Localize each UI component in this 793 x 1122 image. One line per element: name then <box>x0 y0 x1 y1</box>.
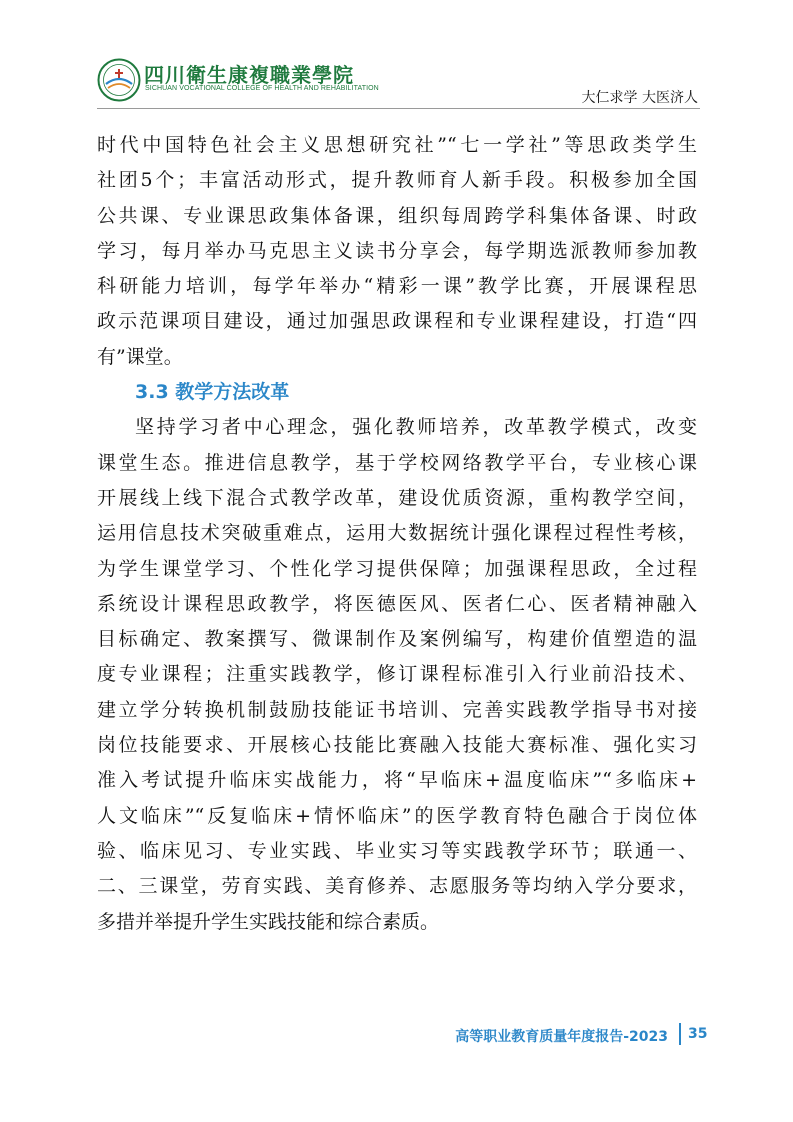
page-number: 35 <box>688 1026 708 1042</box>
page-header <box>0 0 793 112</box>
paragraph-line: 验、临床见习、专业实践、毕业实习等实践教学环节；联通一、 <box>97 839 697 862</box>
body-text <box>97 128 697 940</box>
paragraph-line: 开展线上线下混合式教学改革，建设优质资源，重构教学空间， <box>97 486 697 509</box>
paragraph-line: 为学生课堂学习、个性化学习提供保障；加强课程思政，全过程 <box>97 557 697 580</box>
paragraph-line: 人文临床”“反复临床+情怀临床”的医学教育特色融合于岗位体 <box>97 804 697 827</box>
school-name-cn: 四川衛生康複職業學院 <box>144 63 354 87</box>
paragraph-line: 多措并举提升学生实践技能和综合素质。 <box>97 910 440 933</box>
paragraph-line: 度专业课程；注重实践教学，修订课程标准引入行业前沿技术、 <box>97 663 697 686</box>
paragraph-line: 二、三课堂，劳育实践、美育修养、志愿服务等均纳入学分要求， <box>97 875 697 898</box>
paragraph-line: 课堂生态。推进信息教学，基于学校网络教学平台，专业核心课 <box>97 451 697 474</box>
header-divider <box>97 108 700 109</box>
paragraph-line: 准入考试提升临床实战能力，将“早临床+温度临床”“多临床+ <box>97 769 697 792</box>
paragraph-line: 运用信息技术突破重难点，运用大数据统计强化课程过程性考核， <box>97 522 697 545</box>
paragraph-line: 建立学分转换机制鼓励技能证书培训、完善实践教学指导书对接 <box>97 698 697 721</box>
paragraph-line: 坚持学习者中心理念，强化教师培养，改革教学模式，改变 <box>135 416 697 439</box>
page-footer <box>0 1022 793 1052</box>
paragraph-line: 公共课、专业课思政集体备课，组织每周跨学科集体备课、时政 <box>97 204 697 227</box>
paragraph-line: 科研能力培训，每学年举办“精彩一课”教学比赛，开展课程思 <box>97 275 697 298</box>
report-title: 高等职业教育质量年度报告-2023 <box>455 1029 668 1045</box>
school-motto: 大仁求学 大医济人 <box>581 90 698 106</box>
college-logo-icon <box>97 58 141 102</box>
section-heading: 3.3 教学方法改革 <box>135 381 290 404</box>
paragraph-line: 岗位技能要求、开展核心技能比赛融入技能大赛标准、强化实习 <box>97 734 697 757</box>
paragraph-line: 时代中国特色社会主义思想研究社”“七一学社”等思政类学生 <box>97 134 697 156</box>
paragraph-line: 学习，每月举办马克思主义读书分享会，每学期选派教师参加教 <box>97 239 697 262</box>
paragraph-line: 社团5个；丰富活动形式，提升教师育人新手段。积极参加全国 <box>97 169 697 192</box>
paragraph-line: 有”课堂。 <box>97 345 183 368</box>
paragraph-line: 系统设计课程思政教学，将医德医风、医者仁心、医者精神融入 <box>97 592 697 615</box>
paragraph-line: 目标确定、教案撰写、微课制作及案例编写，构建价值塑造的温 <box>97 628 697 651</box>
paragraph-line: 政示范课项目建设，通过加强思政课程和专业课程建设，打造“四 <box>97 310 697 333</box>
footer-divider <box>679 1023 681 1045</box>
school-name-en: SICHUAN VOCATIONAL COLLEGE OF HEALTH AND REHABILITATION <box>145 85 379 92</box>
